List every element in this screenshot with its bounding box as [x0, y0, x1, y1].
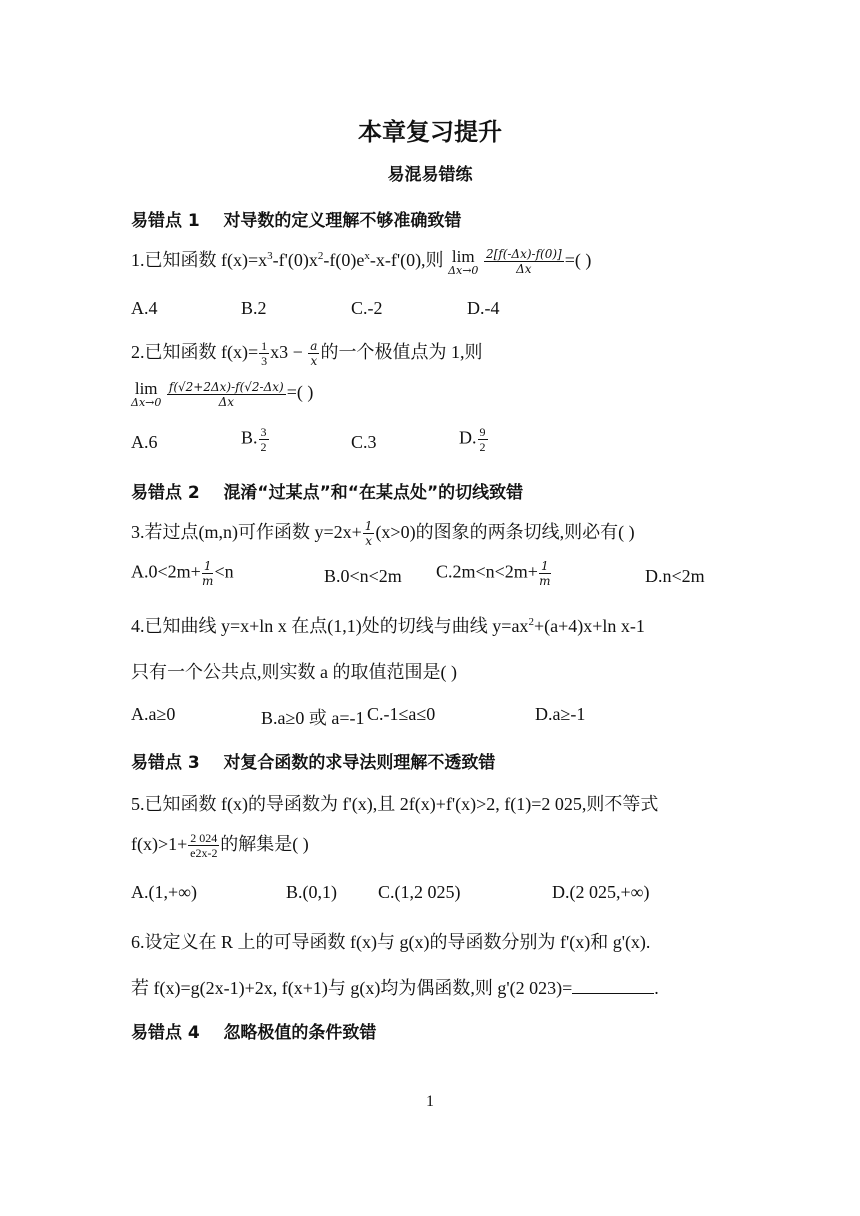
- q3-option-b: B.0<n<2m: [324, 566, 402, 586]
- q5-option-c: C.(1,2 025): [378, 882, 461, 902]
- section-heading-2: [131, 478, 523, 503]
- q2-fraction-2: $\frac{a}{x}$: [310, 339, 318, 369]
- q1-text-a: 1.已知函数 f(x)=x: [131, 250, 268, 270]
- section-text: 对复合函数的求导法则理解不透致错: [223, 753, 496, 773]
- q5-option-b: B.(0,1): [286, 882, 337, 902]
- q2-fraction-1: $\frac{1}{3}$: [261, 339, 268, 369]
- q1-answer-paren: =( ): [564, 250, 592, 270]
- q1-option-d: D.-4: [467, 298, 500, 318]
- section-label: 易错点 1: [131, 211, 200, 231]
- q3-option-d: D.n<2m: [645, 566, 705, 586]
- q2-text-a: 2.已知函数 f(x)=: [131, 342, 259, 362]
- question-6-line-1: 6.设定义在 R 上的可导函数 f(x)与 g(x)的导函数分别为 f'(x)和 g'(x).: [131, 932, 651, 952]
- q1-fraction: $\frac{2[f(-\Delta x)-f(0)]}{\Delta x}$: [485, 247, 562, 277]
- q2-option-d: D. $\frac{9}{2}$: [459, 425, 486, 454]
- q1-sup-3: x: [364, 250, 370, 262]
- page-subtitle: 易混易错练: [387, 165, 473, 185]
- q2-option-c: C.3: [351, 432, 377, 452]
- q5-option-a: A.(1,+∞): [131, 882, 197, 902]
- q1-option-c: C.-2: [351, 298, 383, 318]
- section-heading-4: [131, 1018, 376, 1043]
- q1-text-d: -x-f'(0),则: [369, 250, 444, 270]
- q2-limit: lim Δx→0: [131, 379, 162, 409]
- section-text: 混淆“过某点”和“在某点处”的切线致错: [223, 483, 524, 503]
- question-5-line-1: 5.已知函数 f(x)的导函数为 f'(x),且 2f(x)+f'(x)>2, f(1)=2 025,则不等式: [131, 794, 659, 814]
- q5-fraction: $\frac{2 024}{e2x-2}$: [190, 831, 218, 861]
- section-text: 忽略极值的条件致错: [223, 1023, 377, 1043]
- q1-limit: lim Δx→0: [448, 246, 479, 277]
- q1-text-c: -f(0)e: [323, 250, 365, 270]
- question-3-stem: [131, 518, 635, 547]
- question-6-line-2: 若 f(x)=g(2x-1)+2x, f(x+1)与 g(x)均为偶函数,则 g'(2 023)= .: [131, 978, 659, 998]
- q1-sup-1: 3: [267, 250, 273, 262]
- q1-sup-2: 2: [317, 250, 324, 262]
- q4-option-d: D.a≥-1: [535, 704, 586, 724]
- question-4-line-2: 只有一个公共点,则实数 a 的取值范围是( ): [131, 662, 457, 682]
- q3-option-c: C.2m<n<2m+ $\frac{1}{m}$: [436, 559, 551, 588]
- q3-option-a: A.0<2m+ $\frac{1}{m}$ <n: [131, 559, 234, 588]
- section-label: 易错点 3: [131, 753, 200, 773]
- q5-option-d: D.(2 025,+∞): [552, 882, 650, 902]
- q4-option-b: B.a≥0 或 a=-1: [261, 708, 365, 728]
- q2-answer-paren: =( ): [286, 382, 314, 403]
- q2-option-a: A.6: [131, 432, 158, 452]
- q1-text-b: -f'(0)x: [272, 250, 318, 270]
- q3-text-a: 3.若过点(m,n)可作函数 y=2x+: [131, 522, 362, 542]
- answer-blank[interactable]: [572, 977, 654, 994]
- q4-option-c: C.-1≤a≤0: [367, 704, 436, 724]
- question-1-stem: [131, 246, 591, 276]
- section-label: 易错点 2: [131, 483, 200, 503]
- q1-option-b: B.2: [241, 298, 267, 318]
- page-title: 本章复习提升: [358, 118, 502, 146]
- question-5-line-2: f(x)>1+ $\frac{2 024}{e2x-2}$ 的解集是( ): [131, 831, 309, 861]
- q3-fraction: $\frac{1}{x}$: [364, 519, 373, 549]
- q1-option-a: A.4: [131, 298, 158, 318]
- section-heading-3: [131, 748, 495, 773]
- question-2-limit-line: [131, 380, 313, 408]
- section-text: 对导数的定义理解不够准确致错: [223, 211, 462, 231]
- q2-text-b: x3 −: [270, 342, 303, 362]
- page-number: 1: [426, 1093, 434, 1110]
- q2-option-b: B. $\frac{3}{2}$: [241, 425, 267, 454]
- q3-text-b: (x>0)的图象的两条切线,则必有( ): [375, 522, 635, 542]
- section-heading-1: [131, 206, 461, 231]
- question-4-line-1: 4.已知曲线 y=x+ln x 在点(1,1)处的切线与曲线 $y=ax^2+(a+4)x+\ln$ x-1: [131, 616, 645, 636]
- q4-option-a: A.a≥0: [131, 704, 176, 724]
- section-label: 易错点 4: [131, 1023, 200, 1043]
- question-2-stem: [131, 338, 482, 367]
- q2-text-c: 的一个极值点为 1,则: [320, 342, 483, 362]
- q2-fraction-3: $\frac{f(√2+2\Delta x)-f(√2-\Delta x)}{\Delta x}$: [168, 379, 284, 409]
